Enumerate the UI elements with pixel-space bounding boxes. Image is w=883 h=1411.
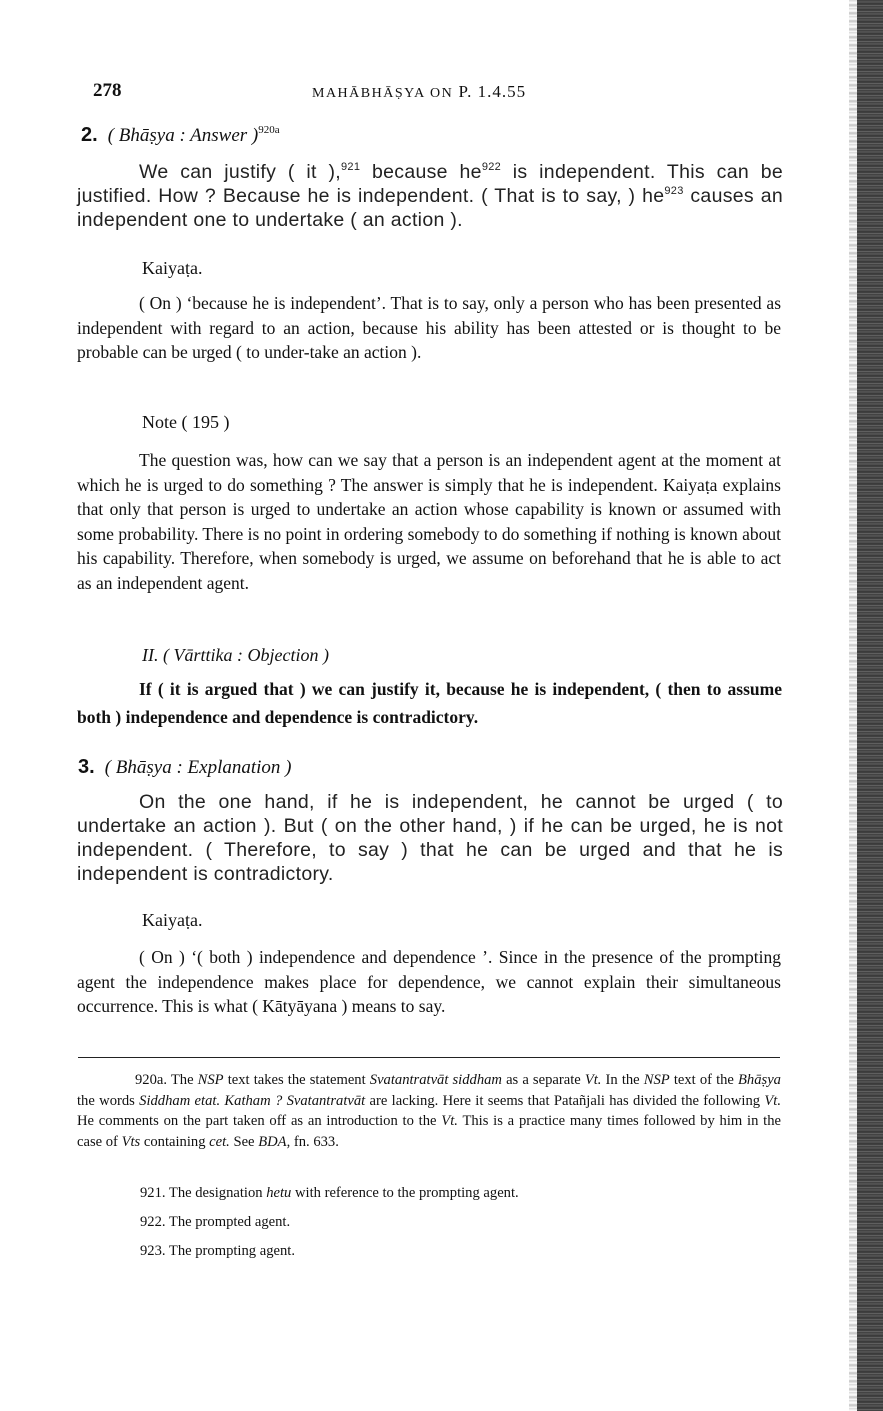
note-label: Note ( 195 )	[142, 412, 230, 432]
section-3-number: 3.	[78, 756, 95, 778]
fn920a-i4: NSP	[643, 1072, 670, 1088]
fn920a-t5: text of the	[669, 1072, 739, 1088]
kaiyata-2-paragraph	[77, 945, 781, 1019]
fn920a-t10: containing	[140, 1133, 210, 1150]
varttika-text: If ( it is argued that ) we can justify it, because he is independent, ( then to assume both ) independence and dependence is contradictory.	[77, 679, 782, 727]
varttika-paragraph	[77, 675, 782, 731]
fn920a-t7: are lacking. Here it seems that Patañjali has divided the following	[365, 1092, 765, 1109]
fn920a-i10: cet.	[209, 1133, 230, 1150]
section-2-text-d: causes an independent one to undertake ( an action ).	[77, 185, 783, 231]
footnote-923: 923. The prompting agent.	[140, 1243, 295, 1259]
page-edge-highlight	[849, 0, 857, 1411]
kaiyata-1-text: ( On ) ‘because he is independent’. That is to say, only a person who has been presented as independent with regard to an action, because his ability has been attested or is thought to be probable can be urged ( to under-take an action ).	[77, 293, 781, 363]
section-2-text-a: We can justify ( it ),	[139, 161, 341, 183]
fn921-i: hetu	[266, 1185, 292, 1201]
section-2-label: ( Bhāṣya : Answer )	[107, 125, 259, 146]
fn920a-t4: In the	[601, 1072, 644, 1088]
section-2-heading	[81, 124, 280, 147]
fn920a-t2: text takes the statement	[223, 1072, 370, 1088]
fn920a-t11: See	[229, 1133, 259, 1150]
fn920a-i1: NSP	[197, 1072, 224, 1088]
fn920a-t12: , fn. 633.	[286, 1133, 339, 1150]
section-2-paragraph	[77, 160, 783, 232]
footnote-rule	[78, 1057, 780, 1058]
section-2-text-b: because he	[360, 161, 482, 183]
page-number: 278	[93, 80, 122, 101]
fn920a-i11: BDA	[258, 1133, 287, 1150]
kaiyata-1-paragraph	[77, 291, 781, 365]
fn920a-t8: He comments on the part taken off as an introduction to the	[77, 1113, 442, 1129]
section-3-paragraph	[77, 790, 783, 886]
fn921-a: 921. The designation	[140, 1185, 267, 1201]
kaiyata-2-text: ( On ) ‘( both ) independence and dependence ’. Since in the presence of the prompting agent the independence makes place for dependence, we cannot explain their simultaneous occurrence. This is what ( Kātyāyana ) means to say.	[77, 947, 781, 1017]
fn920a-t9: This is a practice many times followed by him in the case of	[77, 1113, 781, 1150]
fn920a-i3: Vt.	[584, 1072, 602, 1088]
running-header	[312, 82, 526, 102]
kaiyata-1-label: Kaiyaṭa.	[142, 258, 203, 278]
fn920a-t6: the words	[77, 1092, 140, 1109]
footnote-ref-923: 923	[664, 185, 684, 197]
section-3-text: On the one hand, if he is independent, he cannot be urged ( to undertake an action ). But ( on the other hand, ) if he can be urged, he is not independent. ( Therefore, to say ) that he can be urged and that he is independent is contradictory.	[77, 791, 783, 885]
kaiyata-2-label: Kaiyaṭa.	[142, 910, 203, 930]
fn920a-i6: Siddham etat. Katham ? Svatantratvāt	[139, 1092, 366, 1109]
note-paragraph	[77, 448, 781, 596]
fn920a-i2: Svatantratvāt siddham	[369, 1072, 502, 1088]
footnote-921	[140, 1185, 519, 1202]
footnote-920a	[77, 1070, 781, 1152]
footnote-922: 922. The prompted agent.	[140, 1214, 291, 1230]
section-2-footnote-ref: 920a	[258, 124, 280, 136]
section-2-number: 2.	[81, 124, 98, 146]
section-2-text-c: is independent. This can be justified. How ? Because he is independent. ( That is to say, ) he	[77, 161, 783, 207]
fn920a-t3: as a separate	[501, 1072, 585, 1088]
fn920a-i8: Vt.	[441, 1113, 458, 1129]
running-header-ref: P. 1.4.55	[458, 82, 527, 101]
fn921-b: with reference to the prompting agent.	[291, 1185, 519, 1201]
footnote-ref-921: 921	[341, 161, 361, 173]
running-header-lead: MAHĀBHĀṢYA ON	[312, 86, 454, 101]
section-3-heading	[78, 756, 291, 779]
fn920a-i5: Bhāṣya	[738, 1072, 781, 1088]
fn920a-i9: Vts	[121, 1133, 141, 1150]
section-3-label: ( Bhāṣya : Explanation )	[104, 757, 292, 778]
note-text: The question was, how can we say that a person is an independent agent at the moment at which he is urged to do something ? The answer is simply that he is independent. Kaiyaṭa explains that only that person is urged to undertake an action whose capability is known or assumed with some probability. There is no point in ordering somebody to do something if nothing is known about his capability. Therefore, when somebody is urged, we assume on beforehand that he is able to act as an independent agent.	[77, 450, 781, 593]
footnote-ref-922: 922	[481, 161, 502, 173]
varttika-label: II. ( Vārttika : Objection )	[142, 645, 329, 665]
fn920a-t1: 920a. The	[135, 1072, 198, 1088]
page-edge-shadow	[857, 0, 883, 1411]
fn920a-i7: Vt.	[764, 1092, 781, 1109]
